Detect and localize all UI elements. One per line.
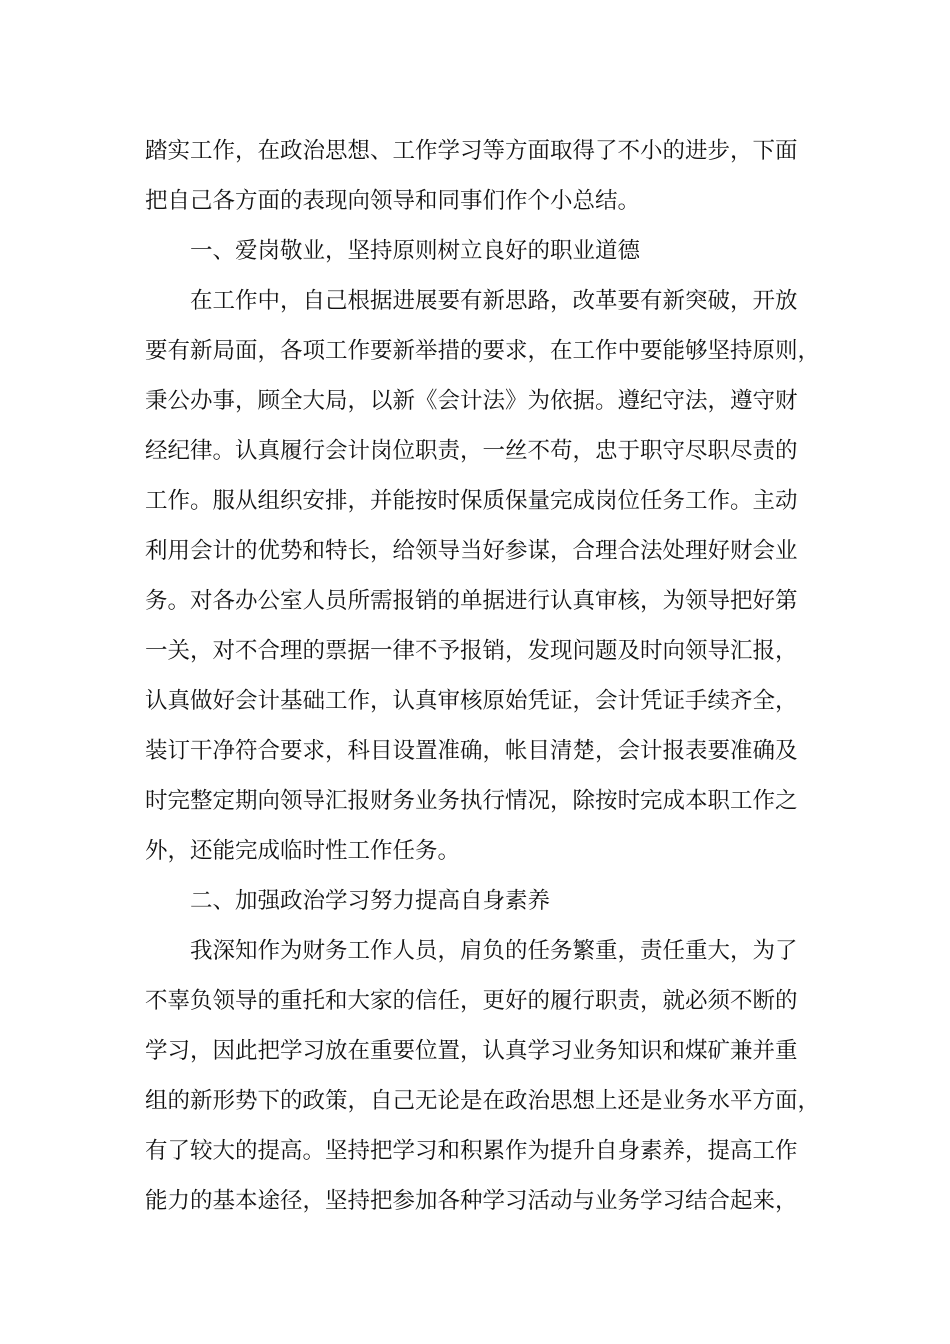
text-line: 利用会计的优势和特长，给领导当好参谋，合理合法处理好财会业 (145, 538, 798, 564)
text-line: 时完整定期向领导汇报财务业务执行情况，除按时完成本职工作之 (145, 788, 798, 814)
text-line: 把自己各方面的表现向领导和同事们作个小总结。 (145, 188, 641, 214)
text-line: 能力的基本途径，坚持把参加各种学习活动与业务学习结合起来， (145, 1188, 798, 1214)
text-line: 我深知作为财务工作人员，肩负的任务繁重，责任重大，为了 (190, 938, 798, 964)
text-line: 认真做好会计基础工作，认真审核原始凭证，会计凭证手续齐全， (145, 688, 798, 714)
text-line: 有了较大的提高。坚持把学习和积累作为提升自身素养，提高工作 (145, 1138, 798, 1164)
text-line: 在工作中，自己根据进展要有新思路，改革要有新突破，开放 (190, 288, 798, 314)
text-line: 踏实工作，在政治思想、工作学习等方面取得了不小的进步，下面 (145, 138, 798, 164)
text-line: 一关，对不合理的票据一律不予报销，发现问题及时向领导汇报， (145, 638, 798, 664)
text-line: 秉公办事，顾全大局，以新《会计法》为依据。遵纪守法，遵守财 (145, 388, 798, 414)
text-line: 不辜负领导的重托和大家的信任，更好的履行职责，就必须不断的 (145, 988, 798, 1014)
section-heading: 二、加强政治学习努力提高自身素养 (190, 888, 551, 914)
text-line: 务。对各办公室人员所需报销的单据进行认真审核，为领导把好第 (145, 588, 798, 614)
text-line: 外，还能完成临时性工作任务。 (145, 838, 461, 864)
section-heading: 一、爱岗敬业，坚持原则树立良好的职业道德 (190, 238, 641, 264)
text-line: 组的新形势下的政策，自己无论是在政治思想上还是业务水平方面， (145, 1088, 821, 1114)
text-line: 经纪律。认真履行会计岗位职责，一丝不苟，忠于职守尽职尽责的 (145, 438, 798, 464)
text-line: 要有新局面，各项工作要新举措的要求，在工作中要能够坚持原则， (145, 338, 821, 364)
text-line: 装订干净符合要求，科目设置准确，帐目清楚，会计报表要准确及 (145, 738, 798, 764)
text-line: 学习，因此把学习放在重要位置，认真学习业务知识和煤矿兼并重 (145, 1038, 798, 1064)
text-line: 工作。服从组织安排，并能按时保质保量完成岗位任务工作。主动 (145, 488, 798, 514)
